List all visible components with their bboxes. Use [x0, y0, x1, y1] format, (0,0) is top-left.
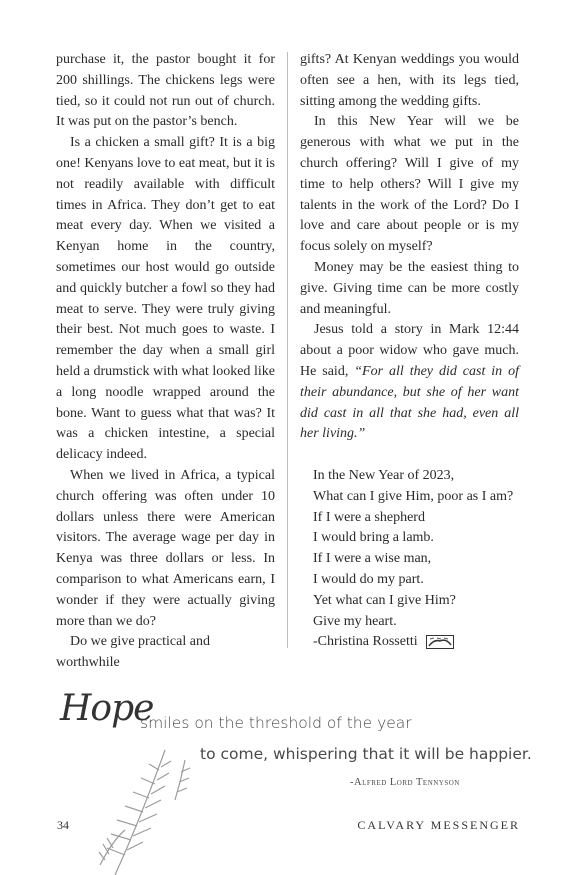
poem-line: If I were a shepherd: [313, 509, 425, 525]
quote-line-2: to come, whispering that it will be happier.: [200, 745, 532, 763]
paragraph: When we lived in Africa, a typical church offering was often under 10 dollars unless there were American visitors. The average wage per day in Kenya was three dollars or less. In comparison to what Americans earn, I wonder if they were actually giving more than we do?: [56, 467, 275, 629]
quote-line-1: smiles on the threshold of the year: [140, 714, 412, 732]
column-divider: [287, 52, 288, 648]
paragraph: gifts? At Kenyan weddings you would often see a hen, with its legs tied, sitting among the wedding gifts.: [300, 52, 519, 109]
fern-illustration-icon: [95, 740, 195, 875]
end-mark-icon: [426, 635, 454, 649]
poem-line: What can I give Him, poor as I am?: [313, 488, 514, 504]
poem-line: I would do my part.: [313, 571, 424, 587]
poem-author: -Christina Rossetti: [313, 634, 418, 650]
paragraph: purchase it, the pastor bought it for 200 shillings. The chickens legs were tied, so it could not run out of church. It was put on the pastor’s bench.: [56, 52, 275, 130]
right-column: [300, 50, 519, 653]
publication-title: CALVARY MESSENGER: [357, 818, 520, 832]
poem-line: In the New Year of 2023,: [313, 467, 455, 483]
left-column: [56, 50, 275, 674]
quote-word: Hope: [60, 688, 154, 729]
paragraph: Is a chicken a small gift? It is a big one! Kenyans love to eat meat, but it is not readily available with difficult times in Africa. They don’t get to eat meat every day. When we visited a Kenyan home in the country, sometimes our host would go outside and quickly butcher a fowl so they had meat to serve. They were truly giving their best. Not much goes to waste. I remember the day when a small girl held a drumstick with what looked like a long noodle wrapped around the bone. Want to guess what that was? It was a chicken intestine, a special delicacy indeed.: [56, 135, 275, 463]
poem-line: I would bring a lamb.: [313, 530, 434, 546]
poem: [300, 466, 519, 653]
poem-author-line: [313, 632, 519, 653]
poem-line: If I were a wise man,: [313, 551, 432, 567]
quote-attribution: -Alfred Lord Tennyson: [350, 777, 460, 788]
scripture-lead: Jesus told a story in Mark 12:44 about a poor widow who gave much. He said,: [300, 322, 519, 379]
paragraph-scripture: [300, 320, 519, 445]
poem-line: Yet what can I give Him?: [313, 592, 456, 608]
paragraph: In this New Year will we be generous with what we put in the church offering? Will I give of my time to help others? Will I give my talents in the work of the Lord? Do I love and care about people or is my focus solely on myself?: [300, 114, 519, 255]
paragraph: Do we give practical and worthwhile: [56, 634, 210, 671]
scripture-quote: “For all they did cast in of their abundance, but she of her want did cast in all that she had, even all her living.”: [300, 363, 519, 442]
paragraph: Money may be the easiest thing to give. Giving time can be more costly and meaningful.: [300, 259, 519, 317]
page-number: 34: [57, 818, 69, 832]
poem-line: Give my heart.: [313, 613, 397, 629]
